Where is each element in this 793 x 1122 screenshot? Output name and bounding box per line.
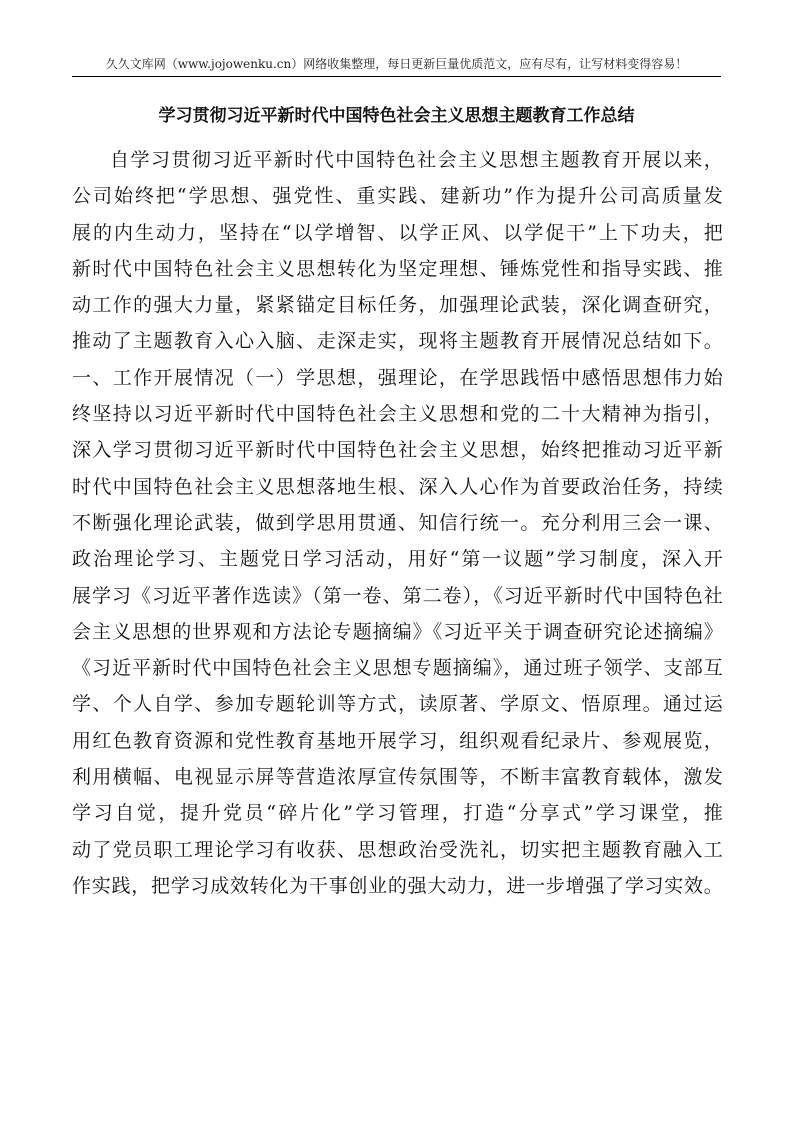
- body-line: 展学习《习近平著作选读》（第一卷、第二卷），《习近平新时代中国特色社: [72, 584, 723, 607]
- body-line: 学、个人自学、参加专题轮训等方式，读原著、学原文、悟原理。通过运: [72, 693, 723, 716]
- body-line: 深入学习贯彻习近平新时代中国特色社会主义思想，始终把推动习近平新: [72, 439, 723, 462]
- body-line: 展的内生动力，坚持在“以学增智、以学正风、以学促干”上下功夫，把: [72, 221, 723, 244]
- body-line: 终坚持以习近平新时代中国特色社会主义思想和党的二十大精神为指引，: [72, 403, 723, 426]
- body-line: 新时代中国特色社会主义思想转化为坚定理想、锤炼党性和指导实践、推: [72, 257, 723, 280]
- body-line: 用红色教育资源和党性教育基地开展学习，组织观看纪录片、参观展览，: [72, 729, 723, 752]
- body-line: 公司始终把“学思想、强党性、重实践、建新功”作为提升公司高质量发: [72, 185, 723, 208]
- body-line: 学习自觉，提升党员“碎片化”学习管理，打造“分享式”学习课堂，推: [72, 802, 723, 825]
- document-body: [72, 142, 723, 904]
- body-line: 时代中国特色社会主义思想落地生根、深入人心作为首要政治任务，持续: [72, 475, 723, 498]
- body-line: 动了党员职工理论学习有收获、思想政治受洗礼，切实把主题教育融入工: [72, 838, 723, 861]
- body-line: 作实践，把学习成效转化为干事创业的强大动力，进一步增强了学习实效。: [72, 874, 723, 897]
- page-header: 久久文库网（www.jojowenku.cn）网络收集整理，每日更新巨量优质范文，应有尽有，让写材料变得容易！: [105, 57, 688, 71]
- body-line: 不断强化理论武装，做到学思用贯通、知信行统一。充分利用三会一课、: [72, 511, 723, 534]
- body-line: 利用横幅、电视显示屏等营造浓厚宣传氛围等，不断丰富教育载体，激发: [72, 766, 723, 789]
- body-line: 自学习贯彻习近平新时代中国特色社会主义思想主题教育开展以来，: [110, 149, 723, 171]
- body-line: 政治理论学习、主题党日学习活动，用好“第一议题”学习制度，深入开: [72, 548, 723, 571]
- body-line: 会主义思想的世界观和方法论专题摘编》《习近平关于调查研究论述摘编》: [72, 620, 723, 643]
- body-line: 推动了主题教育入心入脑、走深走实，现将主题教育开展情况总结如下。: [72, 330, 723, 353]
- document-title: 学习贯彻习近平新时代中国特色社会主义思想主题教育工作总结: [158, 106, 635, 126]
- body-line: 一、工作开展情况（一）学思想，强理论，在学思践悟中感悟思想伟力始: [72, 366, 723, 389]
- body-line: 《习近平新时代中国特色社会主义思想专题摘编》，通过班子领学、支部互: [72, 657, 723, 680]
- header-divider: [72, 76, 721, 77]
- body-line: 动工作的强大力量，紧紧锚定目标任务，加强理论武装，深化调查研究，: [72, 294, 723, 317]
